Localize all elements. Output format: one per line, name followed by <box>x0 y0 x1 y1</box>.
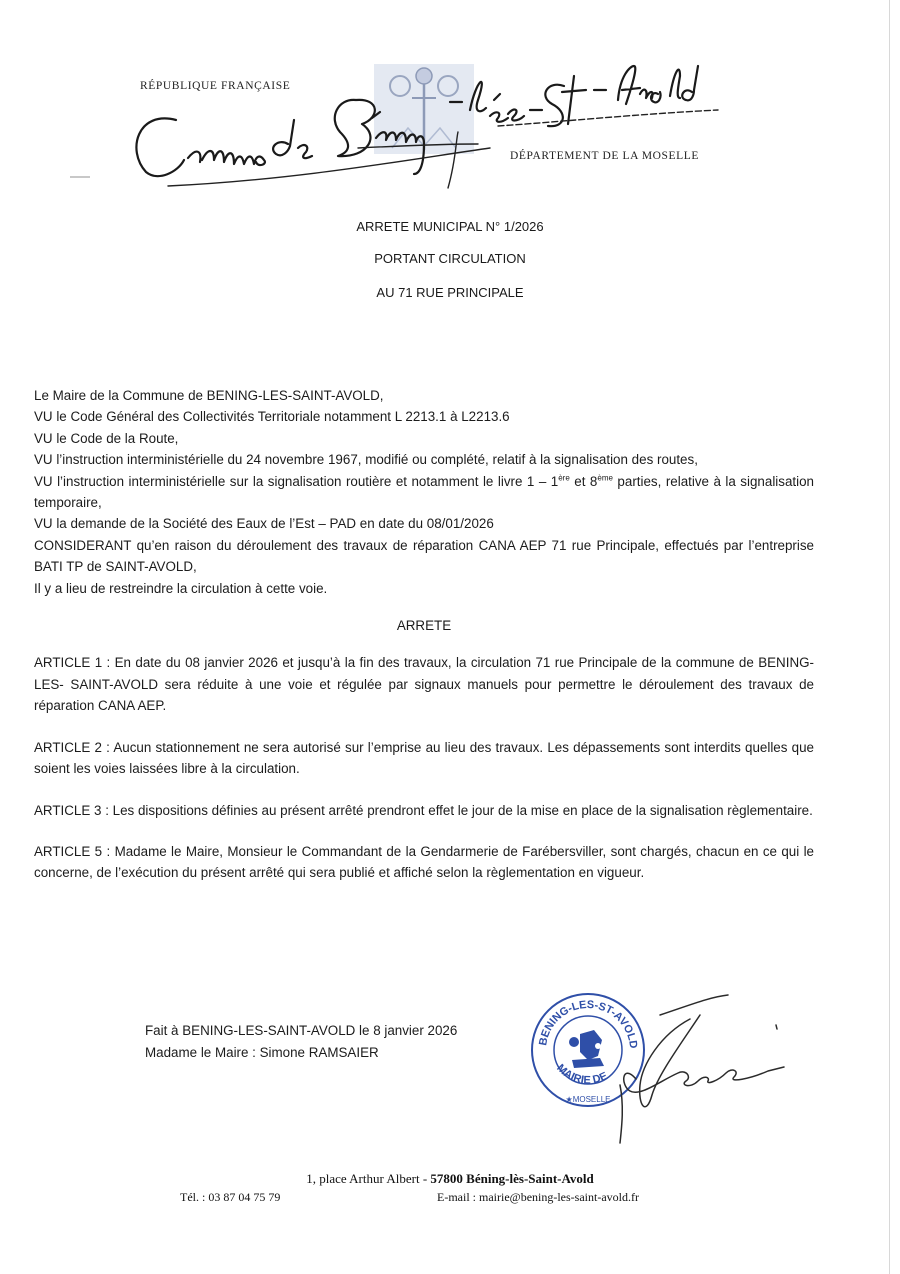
stamp-text-top: BENING-LES-ST-AVOLD <box>537 998 640 1050</box>
preamble-instruction-signalisation <box>34 471 814 514</box>
stamp-text-bottom: MAIRIE DE <box>554 1062 610 1087</box>
preamble-request: VU la demande de la Société des Eaux de l’Est – PAD en date du 08/01/2026 <box>34 516 494 532</box>
arrete-heading: ARRETE <box>396 618 452 634</box>
stamp-star-text: ★MOSELLE <box>565 1095 611 1104</box>
preamble-considerant: CONSIDERANT qu’en raison du déroulement des travaux de réparation CANA AEP 71 rue Principale, effectués par l’entreprise BATI TP de SAINT-AVOLD, <box>34 537 814 575</box>
decree-number-title: ARRETE MUNICIPAL N° 1/2026 <box>356 219 544 234</box>
preamble-conclusion: Il y a lieu de restreindre la circulation à cette voie. <box>34 580 328 596</box>
decree-body <box>34 385 814 904</box>
article-1: ARTICLE 1 : En date du 08 janvier 2026 et jusqu’à la fin des travaux, la circulation 71 rue Principale de la commune de BENING-LES- SAINT-AVOLD sera réduite à une voie et régulée par signaux manuels pour permettre le déroulement des travaux de réparation CANA AEP. <box>34 655 814 714</box>
footer-city: 57800 Béning-lès-Saint-Avold <box>430 1171 594 1186</box>
signature-block <box>145 1020 457 1064</box>
article-5: ARTICLE 5 : Madame le Maire, Monsieur le Commandant de la Gendarmerie de Farébersviller, sont chargés, chacun en ce qui le concerne, de l’exécution du présent arrêté qui sera publié et affiché selon la règlementation en vigueur. <box>34 843 814 881</box>
decree-subject-title: PORTANT CIRCULATION <box>374 251 526 266</box>
mayor-handwritten-signature <box>600 985 800 1145</box>
mayor-name: Madame le Maire : Simone RAMSAIER <box>145 1045 379 1060</box>
signature-place-date: Fait à BENING-LES-SAINT-AVOLD le 8 janvier 2026 <box>145 1023 458 1038</box>
preamble-instruction-text-a: VU l’instruction interministérielle sur la signalisation routière et notamment le livre 1 – 1 <box>34 473 559 489</box>
footer-email: E-mail : mairie@bening-les-saint-avold.fr <box>437 1190 639 1204</box>
preamble-mayor: Le Maire de la Commune de BENING-LES-SAINT-AVOLD, <box>34 388 384 403</box>
preamble-cgct: VU le Code Général des Collectivités Territoriale notamment L 2213.1 à L2213.6 <box>34 409 510 425</box>
preamble-instruction-text-b: et 8 <box>569 473 598 489</box>
superscript-1: ère <box>558 473 570 483</box>
preamble-instruction-text-c: parties, relative à la signalisation temporaire, <box>34 473 815 511</box>
article-2: ARTICLE 2 : Aucun stationnement ne sera autorisé sur l’emprise au lieu des travaux. Les dépassements sont interdits quelles que soient les voies laissées libre à la circulation. <box>34 739 814 777</box>
preamble-instruction-1967: VU l’instruction interministérielle du 24 novembre 1967, modifié ou complété, relatif à la signalisation des routes, <box>34 452 698 468</box>
page-edge <box>889 0 890 1274</box>
commune-handwritten-signature <box>118 40 738 200</box>
footer-address <box>0 1171 900 1187</box>
decree-location-title: AU 71 RUE PRINCIPALE <box>376 285 524 300</box>
article-3: ARTICLE 3 : Les dispositions définies au présent arrêté prendront effet le jour de la mise en place de la signalisation règlementaire. <box>34 802 813 818</box>
preamble-code-route: VU le Code de la Route, <box>34 430 179 446</box>
footer-phone: Tél. : 03 87 04 75 79 <box>180 1190 281 1204</box>
scan-mark <box>70 176 90 178</box>
footer-street: 1, place Arthur Albert - <box>306 1171 431 1186</box>
republic-label: RÉPUBLIQUE FRANÇAISE <box>140 80 291 92</box>
superscript-2: ème <box>597 473 613 483</box>
department-label: DÉPARTEMENT DE LA MOSELLE <box>510 150 700 162</box>
